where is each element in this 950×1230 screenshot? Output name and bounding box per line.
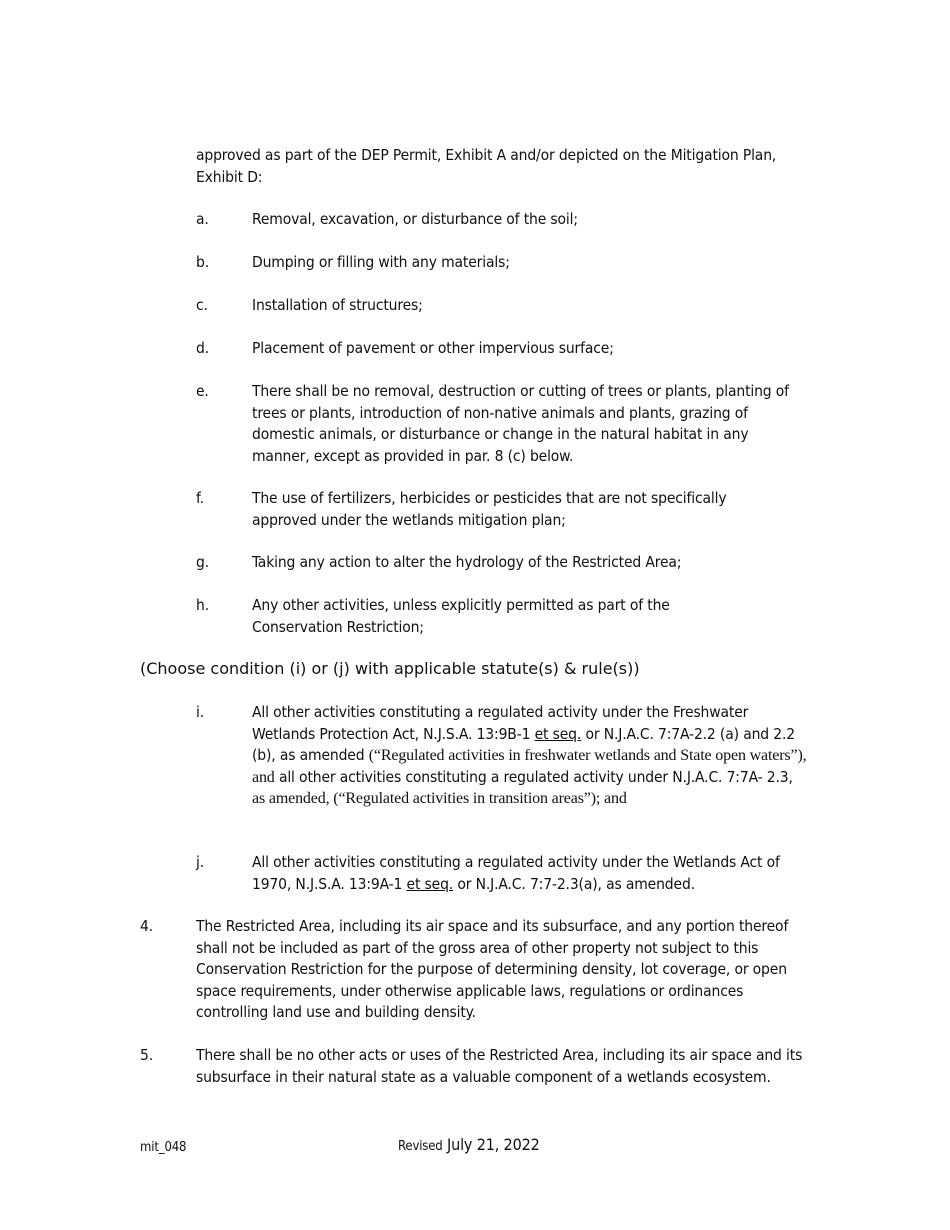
item-b-text: Dumping or filling with any materials; [252,253,510,271]
item-i-text [252,702,807,810]
paragraph-4-text: The Restricted Area, including its air space and its subsurface, and any portion thereof shall not be included as part of the gross area of other property not subject to this Conservation Restriction for the purpose of determining density, lot coverage, or open space requirements, under otherwise applicable laws, regulations or ordinances controlling land use and building density. [196,917,789,1021]
item-h-label: h. [196,596,209,614]
footer-doc-id: mit_048 [140,1140,187,1155]
item-j-part1: All other activities constituting a regulated activity under the Wetlands Act of 1970, N.J.S.A. 13:9A-1 [252,853,780,893]
choose-condition-note: (Choose condition (i) or (j) with applicable statute(s) & rule(s)) [140,659,640,678]
item-h-text: Any other activities, unless explicitly permitted as part of the Conservation Restriction; [252,596,670,636]
item-c-label: c. [196,296,208,314]
item-b-label: b. [196,253,209,271]
item-j-text [252,852,812,895]
item-c-text: Installation of structures; [252,296,423,314]
footer-revised [398,1134,540,1158]
item-j-label: j. [196,853,205,871]
item-a-text: Removal, excavation, or disturbance of the soil; [252,210,578,228]
item-a-label: a. [196,210,209,228]
item-i-quote1: (“Regulated activities in freshwater wetlands and State open waters”), and [252,747,807,786]
footer-revised-label: Revised [398,1139,443,1154]
item-d-text: Placement of pavement or other impervious surface; [252,339,614,357]
item-i-part1: All other activities constituting a regulated activity under the Freshwater Wetlands Protection Act, N.J.S.A. 13:9B-1 [252,703,749,743]
item-f-label: f. [196,489,204,507]
item-g-label: g. [196,553,209,571]
item-i-part2: or N.J.A.C. 7:7A-2.2 (a) and 2.2 (b), as amended [252,724,795,764]
item-e-label: e. [196,382,209,400]
paragraph-5-text: There shall be no other acts or uses of the Restricted Area, including its air space and its subsurface in their natural state as a valuable component of a wetlands ecosystem. [196,1046,803,1086]
item-d-label: d. [196,339,209,357]
footer-revised-date: July 21, 2022 [447,1135,540,1154]
paragraph-5-label: 5. [140,1046,153,1064]
intro-paragraph: approved as part of the DEP Permit, Exhibit A and/or depicted on the Mitigation Plan, Exhibit D: [196,146,777,186]
item-i-part3: all other activities constituting a regulated activity under N.J.A.C. 7:7A- 2.3, [278,767,793,786]
item-f-text: The use of fertilizers, herbicides or pesticides that are not specifically approved under the wetlands mitigation plan; [252,489,727,529]
item-i-quote2: as amended, (“Regulated activities in transition areas”); and [252,790,627,807]
item-g-text: Taking any action to alter the hydrology of the Restricted Area; [252,553,682,571]
item-j-et-seq: et seq. [406,874,454,893]
item-e-text: There shall be no removal, destruction or cutting of trees or plants, planting of trees or plants, introduction of non-native animals and plants, grazing of domestic animals, or disturbance or change in the natural habitat in any manner, except as provided in par. 8 (c) below. [252,382,789,465]
item-j-part2: or N.J.A.C. 7:7-2.3(a), as amended. [457,874,695,893]
item-i-et-seq: et seq. [534,724,582,743]
paragraph-4-label: 4. [140,917,153,935]
item-i-label: i. [196,703,205,721]
